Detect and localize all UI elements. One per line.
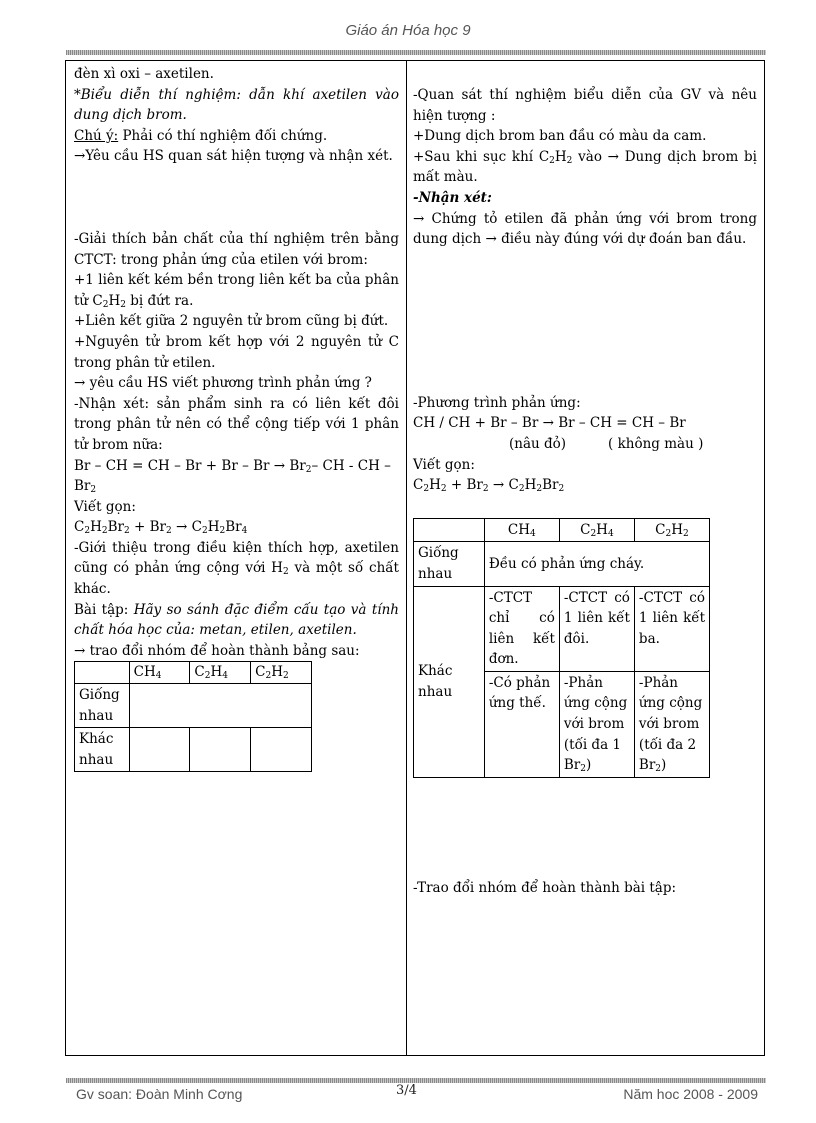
text-line: -Giải thích bản chất của thí nghiệm trên bằng CTCT: trong phản ứng của etilen với brom: [74, 230, 399, 268]
text-line: → yêu cầu HS viết phương trình phản ứng ? [74, 375, 372, 392]
text-line: → Chứng tỏ etilen đã phản ứng với brom trong dung dịch → điều này đúng với dự đoán ban đầu. [413, 210, 757, 248]
table-cell: -Có phản ứng thế. [484, 671, 559, 777]
note-label: Chú ý: [74, 127, 119, 144]
footer-author: Gv soan: Đoàn Minh Cơng [76, 1086, 243, 1102]
text-line: +Liên kết giữa 2 nguyên tử brom cũng bị đứt. [74, 313, 389, 330]
footer-school-year: Năm hoc 2008 - 2009 [623, 1086, 758, 1102]
table-cell: -Phản ứng cộng với brom (tối đa 1 $Br_2$) [559, 671, 634, 777]
table-cell: -CTCT có 1 liên kết đôi. [559, 586, 634, 671]
column-divider [406, 60, 407, 1056]
empty-compare-table: $CH_4$ $C_2H_4$ $C_2H_2$ Giống nhau Khác nhau [74, 661, 312, 772]
row-label: Khác nhau [414, 586, 485, 777]
exercise-line: Bài tập: Hãy so sánh đặc điểm cấu tạo và tính chất hóa học của: metan, etilen, axetilen. [74, 601, 399, 639]
text-line: -Trao đổi nhóm để hoàn thành bài tập: [413, 879, 677, 896]
equation-annotation: (nâu đỏ) ( không màu ) [509, 435, 704, 452]
text-line: Viết gọn: [413, 456, 475, 473]
footer-page-number: 3/4 [396, 1083, 417, 1098]
table-cell: -CTCT có 1 liên kết ba. [634, 586, 709, 671]
text-line: đèn xì oxi – axetilen. [74, 66, 214, 82]
table-cell: -CTCT chỉ có liên kết đơn. [484, 586, 559, 671]
text-line: →Yêu cầu HS quan sát hiện tượng và nhận xét. [74, 148, 393, 165]
text-line: -Nhận xét: [413, 189, 492, 206]
row-label: Khác nhau [75, 728, 130, 772]
text-line: +Sau khi sục khí $C_2H_2$ vào → Dung dịch brom bị mất màu. [413, 148, 757, 186]
page-header-title: Giáo án Hóa học 9 [345, 22, 471, 39]
text-line: -Giới thiệu trong điều kiện thích hợp, axetilen cũng có phản ứng cộng với $H_2$ và một số chất khác. [74, 539, 399, 598]
text-line: Viết gọn: [74, 498, 136, 515]
text-line: *Biểu diễn thí nghiệm: dẫn khí axetilen vào dung dịch brom. [74, 86, 399, 124]
text-line: -Quan sát thí nghiệm biểu diễn của GV và nêu hiện tượng : [413, 87, 757, 124]
student-activity-column [413, 85, 757, 898]
table-cell: -Phản ứng cộng với brom (tối đa 2 $Br_2$) [634, 671, 709, 777]
text-line: +Dung dịch brom ban đầu có màu da cam. [413, 128, 707, 145]
equation: CH / CH + Br – Br → Br – CH = CH – Br [413, 415, 686, 432]
table-cell: Đều có phản ứng cháy. [484, 542, 709, 586]
header-rule [66, 50, 766, 55]
text-line: +1 liên kết kém bền trong liên kết ba của phân tử $C_2H_2$ bị đứt ra. [74, 272, 399, 310]
teacher-activity-column [74, 64, 399, 772]
note-line: Chú ý: Phải có thí nghiệm đối chứng. [74, 127, 328, 144]
row-label: Giống nhau [75, 684, 130, 728]
compare-table: $CH_4$ $C_2H_4$ $C_2H_2$ Giống nhau Đều có phản ứng cháy. Khác nhau -CTCT chỉ có liên kết đơn. -CTCT có 1 liên kết đôi. -CTCT có 1 liên kết ba. -Có phản ứng thế. -Phản ứng cộng với brom (tối đa 1 $Br_2$) -Phản ứng cộng với brom (tối đa 2 $Br_2$) [413, 518, 710, 778]
equation: $C_2H_2Br_2 + Br_2 \to C_2H_2Br_4$ [74, 519, 248, 537]
row-label: Giống nhau [414, 542, 485, 586]
text-line: -Phương trình phản ứng: [413, 394, 581, 411]
text-line: +Nguyên tử brom kết hợp với 2 nguyên tử C trong phân tử etilen. [74, 333, 399, 371]
equation: $C_2H_2 + Br_2 \to C_2H_2Br_2$ [413, 477, 565, 495]
text-line: -Nhận xét: sản phẩm sinh ra có liên kết đôi trong phân tử nên có thể cộng tiếp với 1 phân tử brom nữa: [74, 395, 399, 453]
equation: Br – CH = CH – $Br + Br - Br \to Br_2-$ CH - CH – $Br_2$ [74, 457, 391, 496]
text-line: → trao đổi nhóm để hoàn thành bảng sau: [74, 642, 360, 659]
